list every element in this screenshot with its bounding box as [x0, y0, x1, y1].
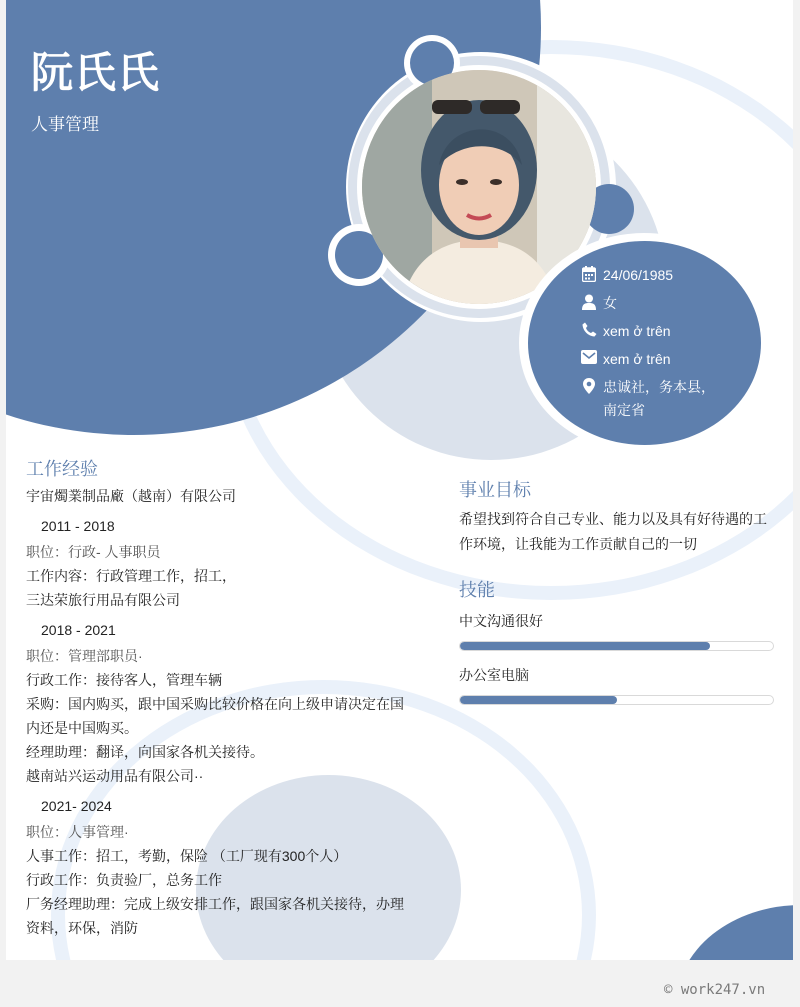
contact-list [575, 264, 750, 422]
skill-name-2: 办公室电脑 [459, 667, 529, 683]
experience-entry-3 [26, 794, 406, 940]
contact-birthdate [575, 264, 750, 292]
position-2: 职位：管理部职员· [26, 648, 143, 664]
resume-page [6, 0, 793, 960]
entry-2-line-3: 经理助理：翻译，向国家各机关接待。 [26, 744, 264, 760]
experience-section [26, 484, 406, 940]
contact-phone [575, 320, 750, 348]
corner-blob [676, 905, 793, 960]
objective-title: 事业目标 [459, 480, 531, 500]
entry-1-line-1: 工作内容：行政管理工作，招工， [26, 568, 236, 584]
entry-2-line-2: 采购：国内购买，跟中国采购比较价格在向上级申请决定在国内还是中国购买。 [26, 696, 404, 736]
skills-title: 技能 [459, 580, 495, 600]
email-text: xem ở trên [603, 351, 671, 367]
experience-entry-2 [26, 618, 406, 788]
period-3: 2021- 2024 [41, 798, 112, 814]
candidate-name: 阮氏氏 [31, 49, 161, 96]
period-2: 2018 - 2021 [41, 622, 116, 638]
contact-email [575, 348, 750, 376]
position-1: 职位：行政- 人事职员 [26, 544, 161, 560]
contact-address [575, 376, 750, 422]
gender-text: 女 [603, 295, 617, 311]
objective-text: 希望找到符合自己专业、能力以及具有好待遇的工作环境，让我能为工作贡献自己的一切 [459, 511, 767, 552]
calendar-icon [575, 264, 603, 282]
entry-3-line-3: 厂务经理助理：完成上级安排工作，跟国家各机关接待，办理资料，环保，消防 [26, 896, 404, 936]
user-icon [575, 292, 603, 310]
envelope-icon [575, 348, 603, 364]
period-1: 2011 - 2018 [41, 518, 115, 534]
skill-bar-1 [459, 641, 774, 651]
candidate-role: 人事管理 [31, 115, 99, 134]
watermark: © work247.vn [664, 982, 766, 998]
entry-3-line-2: 行政工作：负责验厂，总务工作 [26, 872, 222, 888]
skill-fill-2 [460, 696, 617, 704]
entry-3-line-1: 人事工作：招工，考勤，保险 （工厂现有300个人） [26, 848, 348, 864]
skill-bar-2 [459, 695, 774, 705]
entry-1-line-2: 三达荣旅行用品有限公司 [26, 592, 180, 608]
phone-text: xem ở trên [603, 323, 671, 339]
address-text: 忠诚社，务本县，南定省 [603, 379, 715, 418]
skill-fill-1 [460, 642, 710, 650]
position-3: 职位：人事管理· [26, 824, 129, 840]
entry-2-line-1: 行政工作：接待客人，管理车辆 [26, 672, 222, 688]
contact-gender [575, 292, 750, 320]
experience-title: 工作经验 [26, 459, 98, 479]
experience-entry-1 [26, 514, 406, 612]
birthdate-text: 24/06/1985 [603, 267, 674, 283]
entry-2-line-4: 越南站兴运动用品有限公司·· [26, 768, 204, 784]
company-name: 宇宙燭業制品廠（越南）有限公司 [26, 488, 236, 504]
phone-icon [575, 320, 603, 337]
skill-name-1: 中文沟通很好 [459, 613, 543, 629]
map-marker-icon [575, 376, 603, 394]
